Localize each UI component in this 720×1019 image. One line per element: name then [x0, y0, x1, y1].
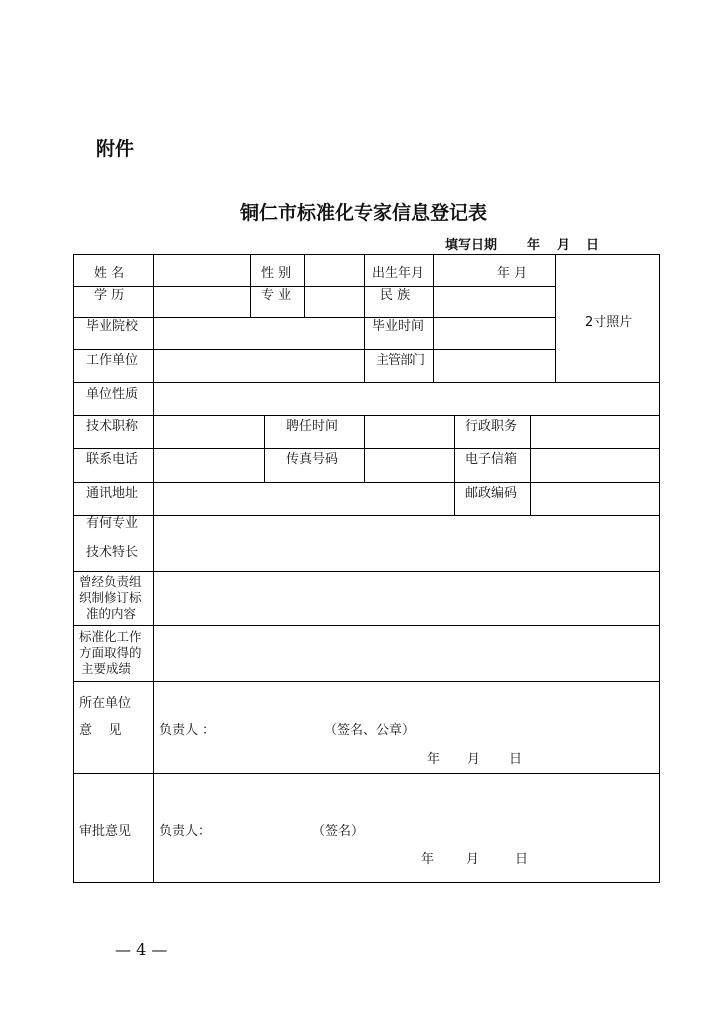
- birth-label: 出生年月: [372, 266, 425, 281]
- specialty-label-line2: 技术特长: [86, 545, 139, 560]
- achievements-label-line3: 主要成绩: [81, 661, 132, 676]
- achievements-label-line1: 标准化工作: [79, 629, 142, 644]
- tech-title-label: 技术职称: [86, 419, 139, 434]
- photo-placeholder: 2寸照片: [585, 315, 633, 330]
- major-label: 专 业: [261, 288, 292, 303]
- fax-label: 传真号码: [286, 452, 339, 467]
- approval-responsible-label: 负责人：: [159, 824, 212, 839]
- name-label: 姓 名: [94, 266, 125, 281]
- education-label: 学 历: [94, 288, 125, 303]
- fill-date-month: 月: [557, 238, 571, 253]
- unit-responsible-label: 负责人 ：: [159, 723, 216, 738]
- approval-sign-note: （签名）: [312, 824, 365, 839]
- ethnicity-label: 民 族: [380, 288, 411, 303]
- unit-sign-note: （签名、公章）: [324, 723, 416, 738]
- fill-date-day: 日: [586, 238, 600, 253]
- email-label: 电子信箱: [465, 452, 518, 467]
- standards-label-line2: 织制修订标: [79, 590, 142, 605]
- grad-time-label: 毕业时间: [372, 319, 425, 334]
- phone-label: 联系电话: [86, 452, 139, 467]
- unit-date-year: 年: [427, 752, 441, 767]
- approval-label: 审批意见: [79, 824, 132, 839]
- approval-date-month: 月: [466, 852, 480, 867]
- page-number: — 4 —: [115, 940, 168, 959]
- achievements-label-line2: 方面取得的: [79, 645, 142, 660]
- unit-opinion-label-line2: 意 见: [79, 723, 122, 738]
- unit-nature-label: 单位性质: [86, 387, 139, 402]
- work-unit-label: 工作单位: [86, 353, 139, 368]
- hire-time-label: 聘任时间: [286, 419, 339, 434]
- postcode-label: 邮政编码: [465, 486, 518, 501]
- fill-date-label: 填写日期: [445, 238, 498, 253]
- address-label: 通讯地址: [86, 486, 139, 501]
- table-border: [74, 255, 660, 883]
- form-title: 铜仁市标准化专家信息登记表: [240, 202, 488, 224]
- specialty-label-line1: 有何专业: [86, 516, 139, 531]
- unit-opinion-label-line1: 所在单位: [79, 696, 132, 711]
- gender-label: 性 别: [261, 266, 292, 281]
- birth-unit: 年 月: [497, 266, 528, 281]
- unit-date-day: 日: [509, 752, 523, 767]
- school-label: 毕业院校: [86, 319, 139, 334]
- attachment-label: 附件: [96, 138, 135, 160]
- admin-post-label: 行政职务: [465, 419, 518, 434]
- standards-label-line3: 准的内容: [86, 606, 137, 621]
- approval-date-year: 年: [421, 852, 435, 867]
- approval-date-day: 日: [515, 852, 529, 867]
- fill-date-year: 年: [527, 238, 541, 253]
- supervisor-label: 主管部门: [376, 353, 425, 368]
- unit-date-month: 月: [467, 752, 481, 767]
- standards-label-line1: 曾经负责组: [79, 574, 142, 589]
